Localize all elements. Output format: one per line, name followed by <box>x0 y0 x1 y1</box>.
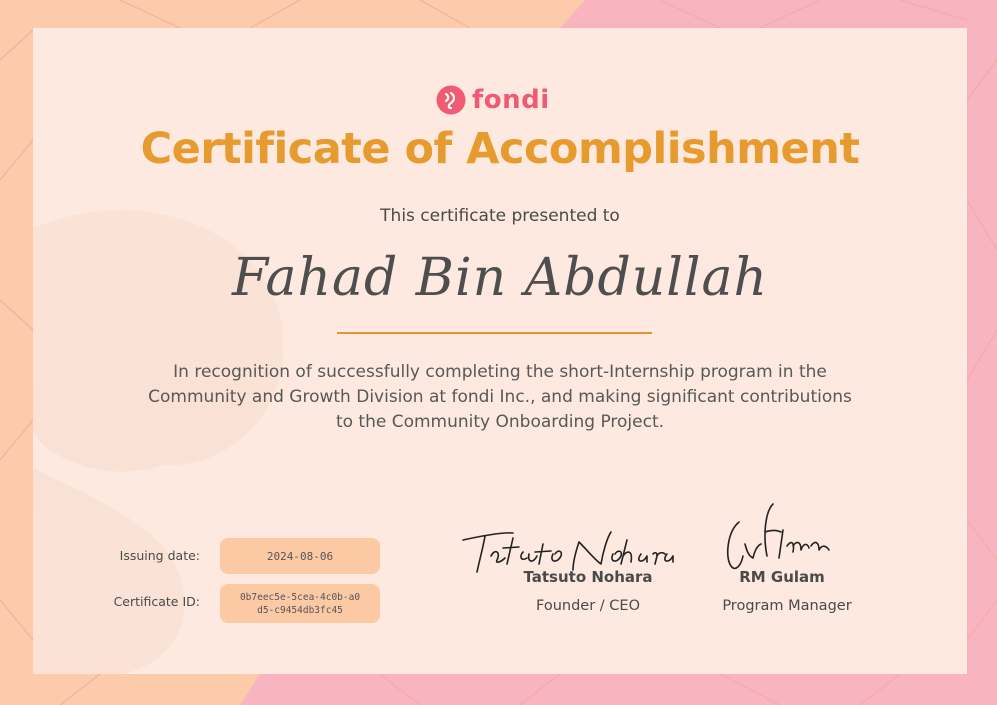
signatory-role: Founder / CEO <box>536 598 640 614</box>
brand-logo <box>436 82 566 118</box>
signatory-name: RM Gulam <box>739 568 825 586</box>
issuing-date-value: 2024-08-06 <box>220 538 380 574</box>
fondi-logo-icon <box>436 85 466 115</box>
brand-name: fondi <box>472 85 550 115</box>
signatory-role: Program Manager <box>722 598 852 614</box>
certificate-description: In recognition of successfully completing the short-Internship program in the Community and Growth Division at fondi Inc., and making significant contributions to the Community Onboarding Project. <box>148 362 852 432</box>
certificate-title: Certificate of Accomplishment <box>140 124 860 174</box>
certificate-id-label: Certificate ID: <box>113 594 200 609</box>
name-underline <box>337 332 652 334</box>
certificate-card <box>33 28 967 674</box>
recipient-name: Fahad Bin Abdullah <box>231 248 769 308</box>
signatory-name: Tatsuto Nohara <box>523 568 653 586</box>
certificate-id-value: 0b7eec5e-5cea-4c0b-a0d5-c9454db3fc45 <box>220 584 380 623</box>
presented-to-label: This certificate presented to <box>380 206 620 226</box>
signature-rm-gulam <box>721 496 836 578</box>
issuing-date-label: Issuing date: <box>119 548 200 563</box>
